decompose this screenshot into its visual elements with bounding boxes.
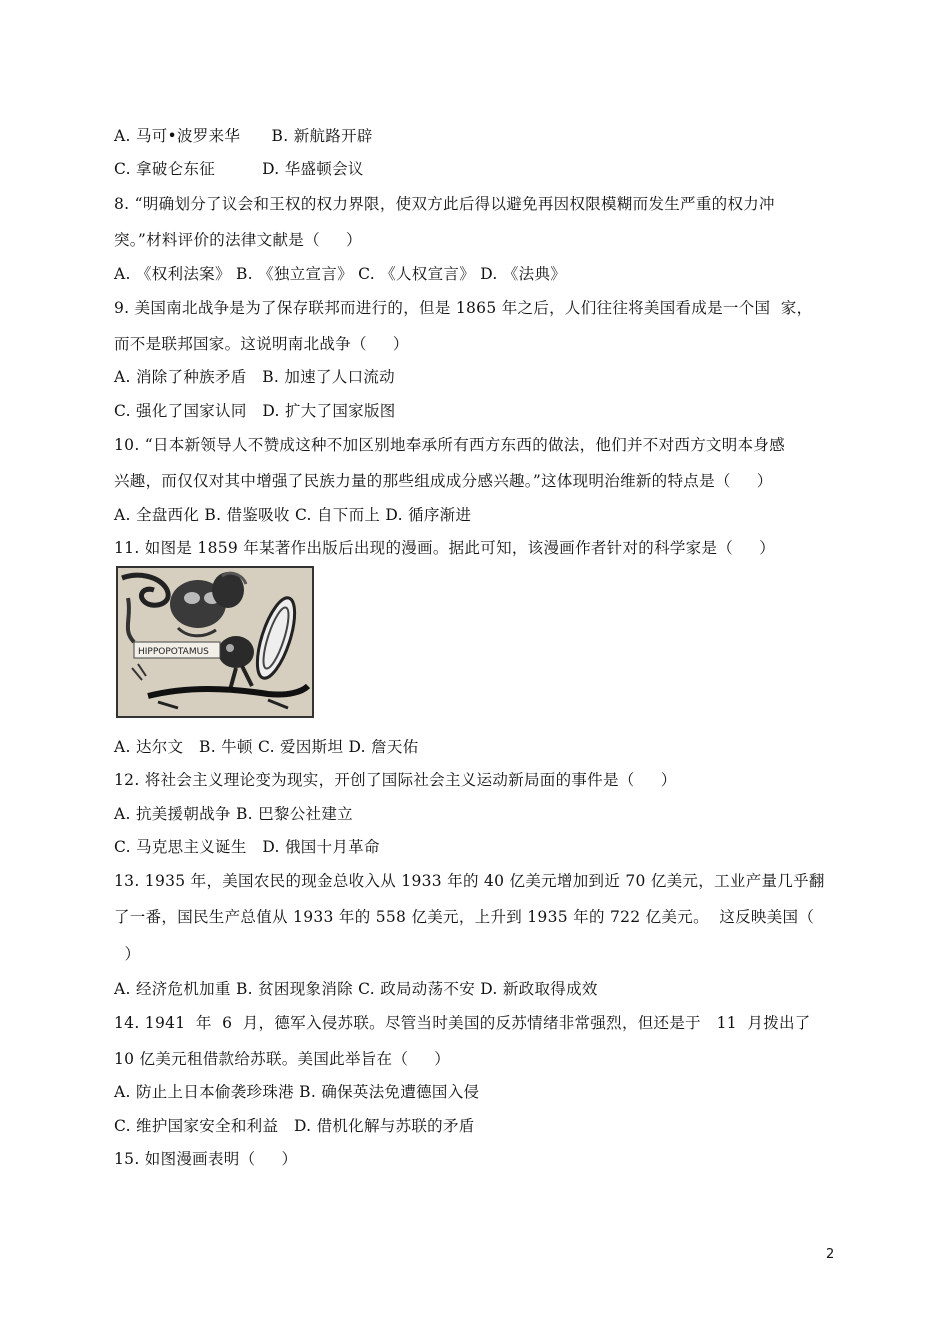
line-14: A. 达尔文 B. 牛顿 C. 爱因斯坦 D. 詹天佑	[114, 738, 419, 756]
line-7: 而不是联邦国家。这说明南北战争（ ）	[114, 335, 409, 353]
line-12: A. 全盘西化 B. 借鉴吸收 C. 自下而上 D. 循序渐进	[114, 506, 472, 524]
line-18: 13. 1935 年，美国农民的现金总收入从 1933 年的 40 亿美元增加到近 70 亿美元，工业产量几乎翻	[114, 872, 825, 890]
line-3: 8. “明确划分了议会和王权的权力界限，使双方此后得以避免再因权限模糊而发生严重的权力冲	[114, 195, 775, 213]
line-21: A. 经济危机加重 B. 贫困现象消除 C. 政局动荡不安 D. 新政取得成效	[114, 980, 598, 998]
line-13: 11. 如图是 1859 年某著作出版后出现的漫画。据此可知，该漫画作者针对的科学家是（ ）	[114, 539, 776, 557]
line-23: 10 亿美元租借款给苏联。美国此举旨在（ ）	[114, 1050, 451, 1068]
page-number: 2	[826, 1247, 835, 1262]
line-4: 突。”材料评价的法律文献是（ ）	[114, 231, 362, 249]
line-16: A. 抗美援朝战争 B. 巴黎公社建立	[114, 805, 353, 823]
line-19: 了一番，国民生产总值从 1933 年的 558 亿美元，上升到 1935 年的 722 亿美元。 这反映美国（	[114, 908, 815, 926]
line-9: C. 强化了国家认同 D. 扩大了国家版图	[114, 402, 396, 420]
cartoon-drawing	[118, 568, 312, 716]
line-5: A. 《权利法案》 B. 《独立宣言》 C. 《人权宣言》 D. 《法典》	[114, 265, 567, 283]
line-20: ）	[114, 945, 141, 963]
line-17: C. 马克思主义诞生 D. 俄国十月革命	[114, 838, 380, 856]
cartoon-caption: HIPPOPOTAMUS	[138, 647, 209, 657]
cartoon-figure	[116, 566, 314, 718]
line-10: 10. “日本新领导人不赞成这种不加区别地奉承所有西方东西的做法，他们并不对西方文明本身感	[114, 436, 786, 454]
line-6: 9. 美国南北战争是为了保存联邦而进行的，但是 1865 年之后，人们往往将美国看成是一个国 家，	[114, 299, 813, 317]
line-8: A. 消除了种族矛盾 B. 加速了人口流动	[114, 368, 395, 386]
line-25: C. 维护国家安全和利益 D. 借机化解与苏联的矛盾	[114, 1117, 475, 1135]
line-15: 12. 将社会主义理论变为现实，开创了国际社会主义运动新局面的事件是（ ）	[114, 771, 677, 789]
line-2: C. 拿破仑东征 D. 华盛顿会议	[114, 160, 364, 178]
line-26: 15. 如图漫画表明（ ）	[114, 1150, 298, 1168]
line-24: A. 防止上日本偷袭珍珠港 B. 确保英法免遭德国入侵	[114, 1083, 480, 1101]
line-11: 兴趣，而仅仅对其中增强了民族力量的那些组成成分感兴趣。”这体现明治维新的特点是（ ）	[114, 472, 773, 490]
line-1: A. 马可•波罗来华 B. 新航路开辟	[114, 127, 373, 145]
line-22: 14. 1941 年 6 月，德军入侵苏联。尽管当时美国的反苏情绪非常强烈，但还是于 11 月拨出了	[114, 1014, 811, 1032]
